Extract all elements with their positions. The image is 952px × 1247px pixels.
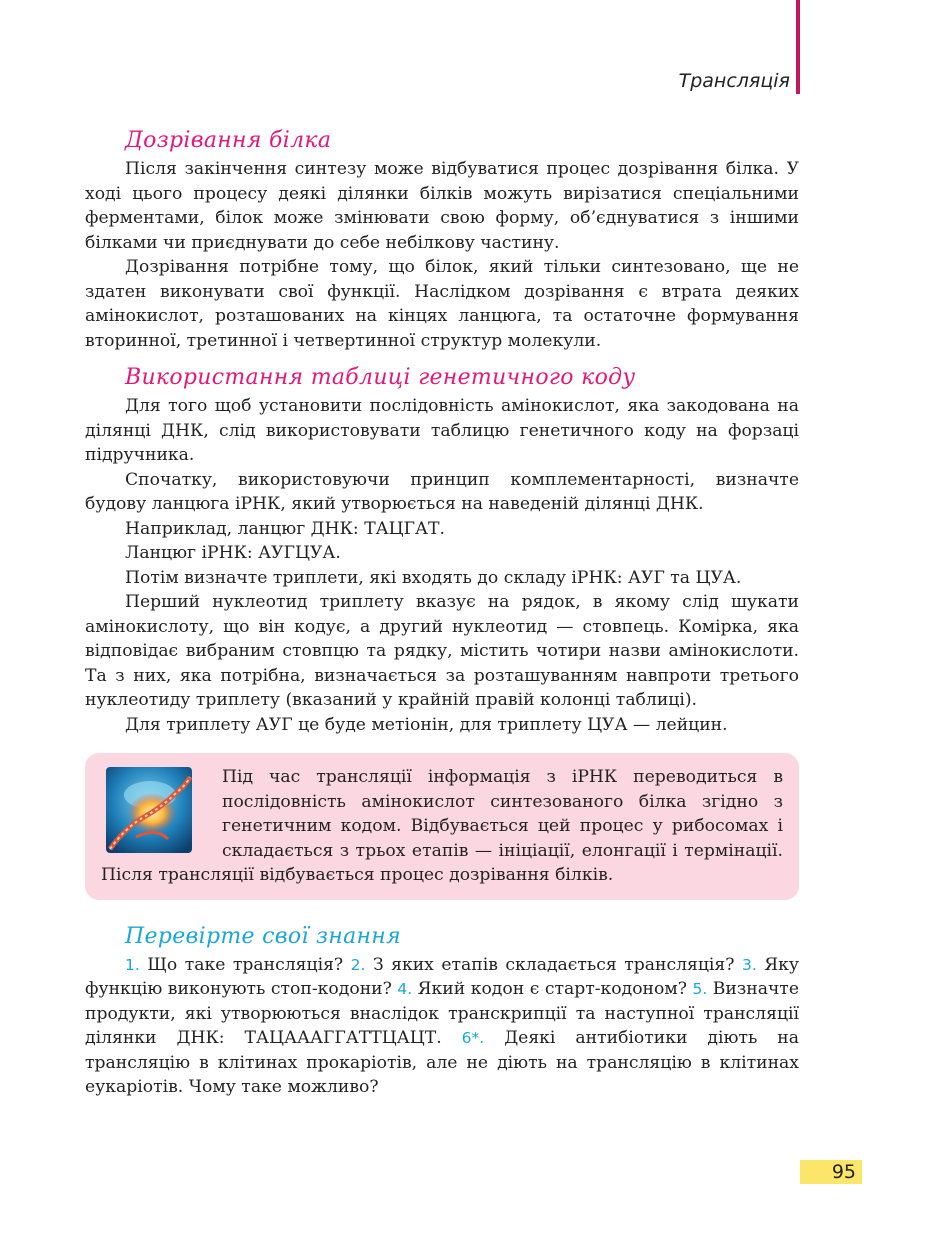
summary-box: [85, 753, 799, 900]
question-number: 6*.: [461, 1029, 485, 1047]
paragraph: Для того щоб установити послідовність амінокислот, яка закодована на ділянці ДНК, слід використовувати таблицю генетичного коду на форзаці підручника.: [85, 396, 799, 465]
paragraph: Дозрівання потрібне тому, що білок, який тільки синтезовано, ще не здатен виконувати свої функції. Наслідком дозрівання є втрата деяких амінокислот, розташованих на кінцях ланцюга, та остаточне формування вторинної, третинної і четвертинної структур молекули.: [85, 257, 799, 351]
question-number: 1.: [125, 955, 140, 974]
paragraph: Після закінчення синтезу може відбуватися процес дозрівання білка. У ході цього процесу деякі ділянки білків можуть вирізатися спеціальними ферментами, білок може змінювати свою форму, об’єднуватися з іншими білками чи приєднувати до себе небілкову частину.: [85, 159, 799, 253]
paragraph: Ланцюг іРНК: АУГЦУА.: [125, 543, 341, 563]
question-number: 5.: [692, 980, 708, 998]
paragraph: Спочатку, використовуючи принцип комплементарності, визначте будову ланцюга іРНК, який утворюється на наведеній ділянці ДНК.: [85, 469, 799, 514]
question-number: 4.: [397, 980, 413, 998]
section-maturation: [85, 128, 799, 353]
section-title: Використання таблиці генетичного коду: [125, 365, 636, 390]
page-number: 95: [800, 1160, 862, 1184]
question-text: Деякі антибіотики діють на трансляцію в клітинах прокаріотів, але не діють на трансляцію в клітинах еукаріотів. Чому таке можливо?: [85, 1028, 799, 1097]
paragraph: Перший нуклеотид триплету вказує на рядок, в якому слід шукати амінокислоту, що він кодує, а другий нуклеотид — стовпець. Комірка, яка відповідає вибраним стовпцю та рядку, містить чотири назви амінокислоти. Та з них, яка потрібна, визначається за розташуванням навпроти третього нуклеотиду триплету (вказаний у крайній правій колонці таблиці).: [85, 592, 799, 710]
summary-text: Під час трансляції інформація з іРНК переводиться в послідовність амінокислот синтезованого білка згідно з генетичним кодом. Відбувається цей процес у рибосомах і складається з трьох етапів — ініціації, елонгації і термінації. Після трансляції відбувається процес дозрівання білків.: [101, 767, 783, 885]
question-number: 3.: [741, 955, 757, 974]
page-content: [85, 128, 799, 1100]
paragraph: Для триплету АУГ це буде метіонін, для триплету ЦУА — лейцин.: [125, 714, 728, 735]
paragraph: Наприклад, ланцюг ДНК: ТАЦГАТ.: [125, 518, 445, 539]
question-text: Визначте продукти, які утворюються внаслідок транскрипції та наступної трансляції ділянки ДНК: ТАЦАААГГАТТЦАЦТ.: [85, 979, 799, 1048]
section-title: Перевірте свої знання: [125, 923, 401, 949]
question-text: З яких етапів складається трансляція?: [372, 954, 735, 975]
running-title: Трансляція: [678, 70, 790, 92]
paragraph: Потім визначте триплети, які входять до складу іРНК: АУГ та ЦУА.: [125, 567, 742, 588]
question-text: Яку функцію виконують стоп-кодони?: [85, 954, 799, 999]
question-text: Який кодон є старт-кодоном?: [417, 979, 687, 999]
section-check-knowledge: [85, 924, 799, 1100]
section-title: Дозрівання білка: [125, 128, 332, 153]
questions-paragraph: [85, 953, 799, 1100]
ribosome-illustration-icon: [106, 767, 192, 853]
question-number: 2.: [350, 955, 366, 974]
section-genetic-code: [85, 365, 799, 737]
header-accent-bar: [796, 0, 800, 94]
question-text: Що таке трансляція?: [147, 954, 344, 975]
